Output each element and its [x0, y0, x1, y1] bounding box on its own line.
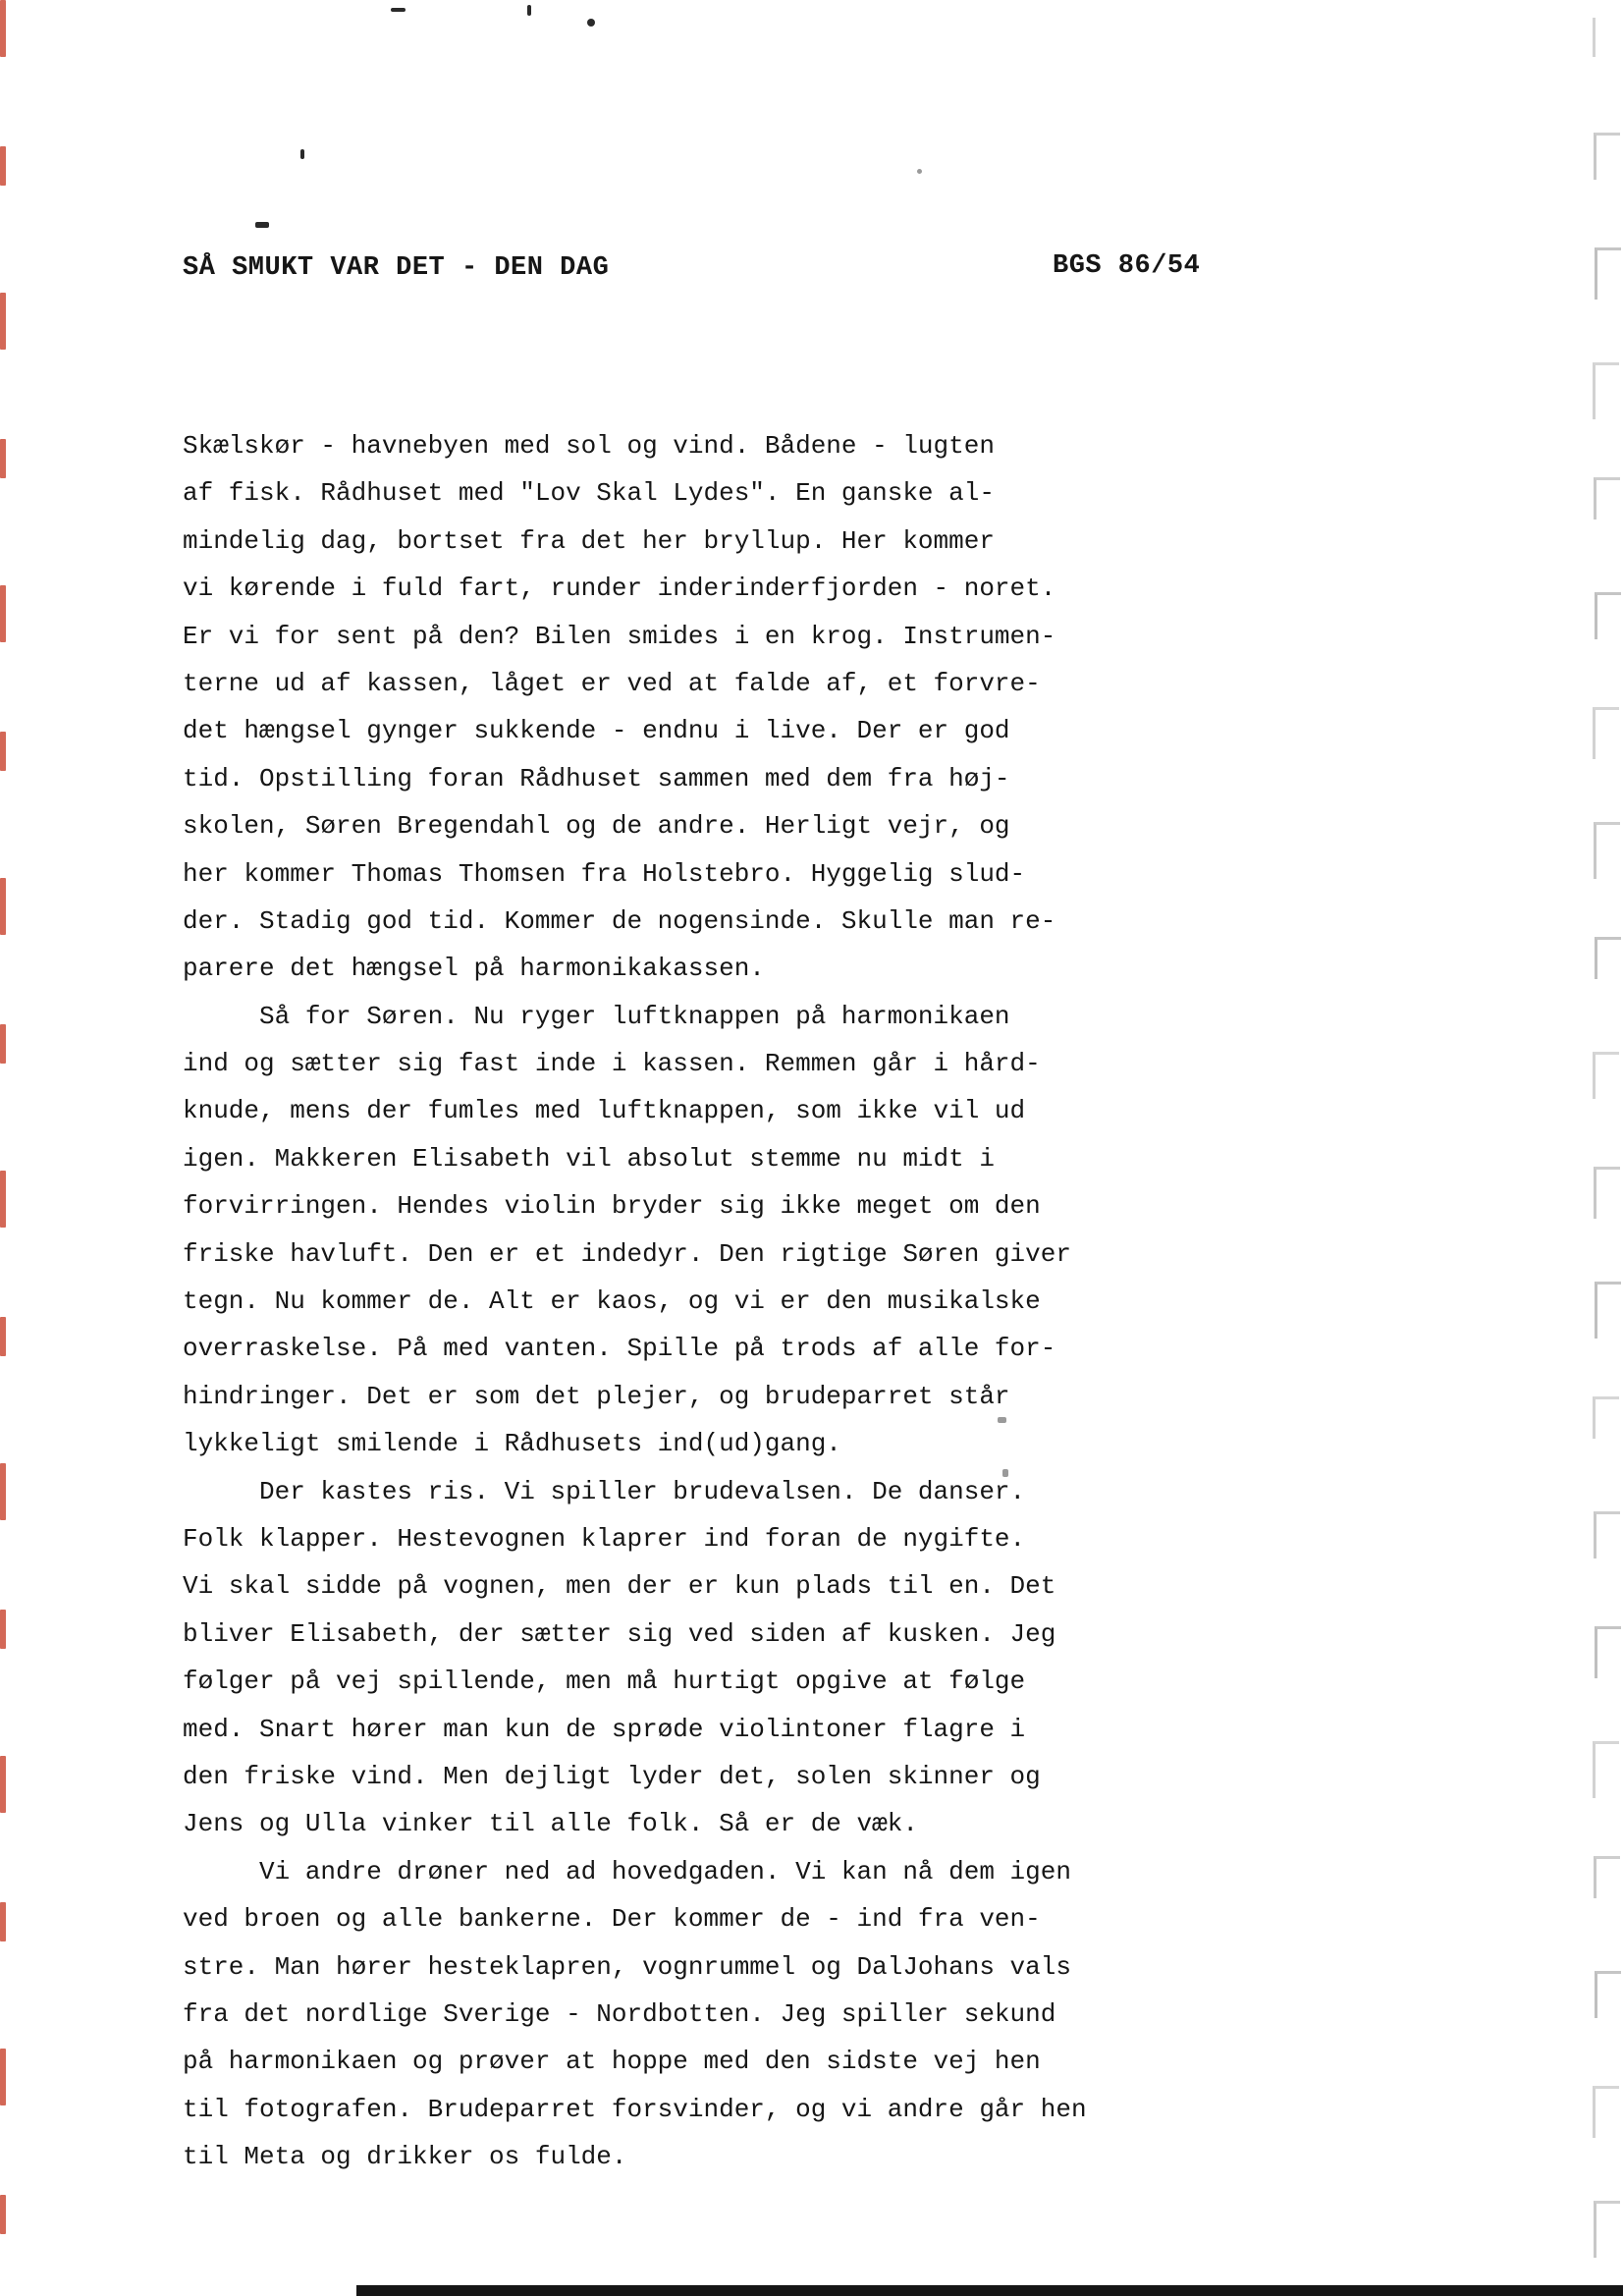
scan-speck — [255, 222, 269, 228]
body-line: Folk klapper. Hestevognen klaprer ind foran de nygifte. — [183, 1523, 1026, 1554]
red-edge-mark — [0, 1317, 6, 1356]
binding-bracket-icon — [1593, 18, 1619, 57]
body-line: knude, mens der fumles med luftknappen, som ikke vil ud — [183, 1096, 1026, 1126]
document-body — [183, 422, 1087, 2180]
body-line: friske havluft. Den er et indedyr. Den rigtige Søren giver — [183, 1238, 1071, 1269]
body-line: mindelig dag, bortset fra det her bryllup. Her kommer — [183, 525, 995, 556]
body-line: den friske vind. Men dejligt lyder det, solen skinner og — [183, 1761, 1041, 1791]
binding-bracket-icon — [1593, 2086, 1619, 2138]
binding-bracket-icon — [1593, 1741, 1619, 1798]
binding-bracket-icon — [1593, 1052, 1619, 1099]
scan-speck — [1002, 1469, 1008, 1477]
body-line: hindringer. Det er som det plejer, og brudeparret står — [183, 1381, 1010, 1411]
body-line: til Meta og drikker os fulde. — [183, 2142, 627, 2172]
binding-bracket-icon — [1594, 2201, 1620, 2258]
binding-bracket-icon — [1593, 1396, 1619, 1439]
red-edge-mark — [0, 878, 6, 935]
red-edge-mark — [0, 2049, 6, 2105]
binding-bracket-icon — [1594, 822, 1620, 879]
red-edge-mark — [0, 1463, 6, 1520]
binding-bracket-icon — [1595, 937, 1621, 979]
red-edge-mark — [0, 585, 6, 642]
document-reference: BGS 86/54 — [1053, 251, 1201, 281]
binding-bracket-icon — [1594, 133, 1620, 180]
body-line: af fisk. Rådhuset med "Lov Skal Lydes". En ganske al- — [183, 478, 995, 509]
body-line: stre. Man hører hesteklapren, vognrummel og DalJohans vals — [183, 1951, 1071, 1982]
scan-speck — [527, 5, 531, 16]
red-edge-mark — [0, 293, 6, 350]
body-line: overraskelse. På med vanten. Spille på trods af alle for- — [183, 1334, 1056, 1364]
body-line: følger på vej spillende, men må hurtigt opgive at følge — [183, 1667, 1026, 1697]
body-line: Er vi for sent på den? Bilen smides i en krog. Instrumen- — [183, 621, 1056, 651]
body-line: ved broen og alle bankerne. Der kommer de - ind fra ven- — [183, 1904, 1041, 1935]
body-line: med. Snart hører man kun de sprøde violintoner flagre i — [183, 1714, 1026, 1744]
body-line: parere det hængsel på harmonikakassen. — [183, 954, 765, 984]
red-edge-mark — [0, 439, 6, 478]
red-edge-mark — [0, 0, 6, 57]
body-line: på harmonikaen og prøver at hoppe med den sidste vej hen — [183, 2047, 1041, 2077]
red-edge-mark — [0, 146, 6, 186]
body-line: terne ud af kassen, låget er ved at falde af, et forvre- — [183, 668, 1041, 698]
body-line: Der kastes ris. Vi spiller brudevalsen. De danser. — [183, 1476, 1026, 1506]
body-line: tegn. Nu kommer de. Alt er kaos, og vi er den musikalske — [183, 1286, 1041, 1317]
binding-bracket-icon — [1594, 1511, 1620, 1558]
binding-bracket-icon — [1593, 362, 1619, 419]
red-edge-mark — [0, 1756, 6, 1813]
binding-bracket-icon — [1594, 1167, 1620, 1219]
binding-bracket-icon — [1593, 707, 1619, 759]
body-line: det hængsel gynger sukkende - endnu i live. Der er god — [183, 716, 1010, 746]
document-title: SÅ SMUKT VAR DET - DEN DAG — [183, 253, 610, 283]
red-edge-mark — [0, 1902, 6, 1941]
scan-speck — [917, 169, 922, 174]
body-line: der. Stadig god tid. Kommer de nogensinde. Skulle man re- — [183, 905, 1056, 936]
red-edge-mark — [0, 2195, 6, 2234]
scan-speck — [300, 149, 304, 159]
body-line: forvirringen. Hendes violin bryder sig ikke meget om den — [183, 1191, 1041, 1222]
body-line: bliver Elisabeth, der sætter sig ved siden af kusken. Jeg — [183, 1618, 1056, 1649]
binding-bracket-icon — [1595, 247, 1621, 300]
body-line: Så for Søren. Nu ryger luftknappen på harmonikaen — [183, 1001, 1010, 1031]
binding-bracket-icon — [1595, 1626, 1621, 1678]
body-line: Jens og Ulla vinker til alle folk. Så er de væk. — [183, 1809, 918, 1839]
binding-bracket-icon — [1594, 477, 1620, 519]
binding-bracket-icon — [1595, 592, 1621, 639]
body-line: Skælskør - havnebyen med sol og vind. Bådene - lugten — [183, 431, 995, 461]
binding-bracket-icon — [1594, 1856, 1620, 1898]
scan-speck — [391, 8, 406, 12]
body-line: ind og sætter sig fast inde i kassen. Remmen går i hård- — [183, 1049, 1041, 1079]
body-line: Vi andre drøner ned ad hovedgaden. Vi kan nå dem igen — [183, 1856, 1071, 1886]
binding-bracket-icon — [1595, 1971, 1621, 2018]
red-edge-mark — [0, 732, 6, 771]
body-line: fra det nordlige Sverige - Nordbotten. Jeg spiller sekund — [183, 1998, 1056, 2029]
red-edge-mark — [0, 1171, 6, 1228]
scan-speck — [587, 19, 595, 27]
scan-bottom-edge — [356, 2285, 1623, 2296]
body-line: tid. Opstilling foran Rådhuset sammen med dem fra høj- — [183, 763, 1010, 793]
body-line: lykkeligt smilende i Rådhusets ind(ud)gang. — [183, 1429, 841, 1459]
body-line: vi kørende i fuld fart, runder inderinderfjorden - noret. — [183, 574, 1056, 604]
binding-bracket-icon — [1595, 1282, 1621, 1339]
body-line: skolen, Søren Bregendahl og de andre. Herligt vejr, og — [183, 811, 1010, 842]
red-edge-mark — [0, 1610, 6, 1649]
body-line: Vi skal sidde på vognen, men der er kun plads til en. Det — [183, 1571, 1056, 1602]
body-line: igen. Makkeren Elisabeth vil absolut stemme nu midt i — [183, 1143, 995, 1174]
body-line: her kommer Thomas Thomsen fra Holstebro. Hyggelig slud- — [183, 858, 1026, 889]
scan-speck — [998, 1417, 1006, 1423]
body-line: til fotografen. Brudeparret forsvinder, og vi andre går hen — [183, 2094, 1087, 2124]
red-edge-mark — [0, 1024, 6, 1064]
